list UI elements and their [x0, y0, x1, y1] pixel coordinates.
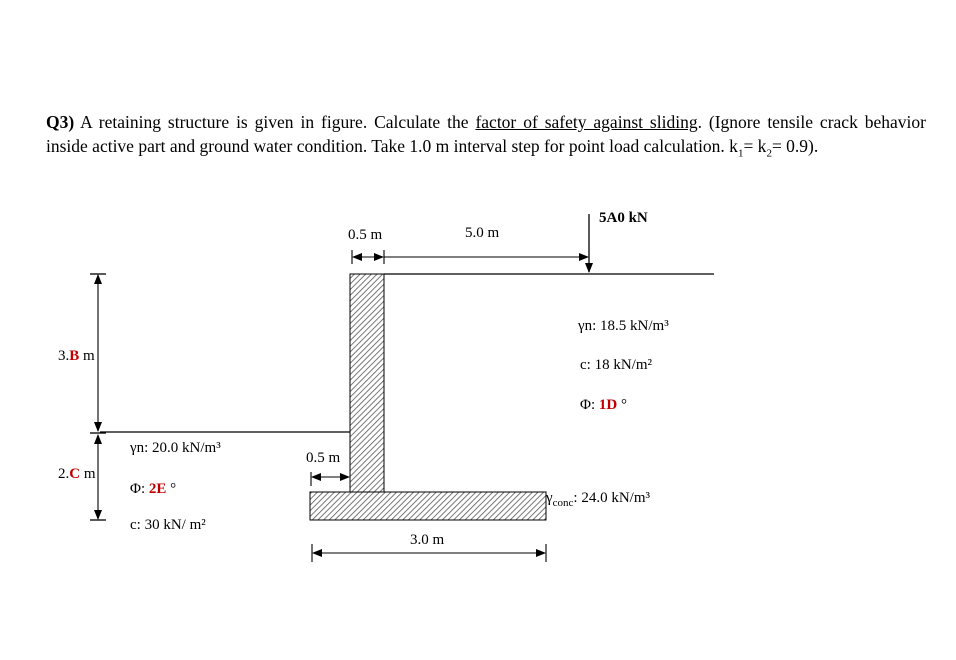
passive-soil-cohesion: c: 30 kN/ m²: [130, 517, 206, 533]
active-height-label: [58, 348, 96, 365]
phi-label: Φ:: [130, 481, 149, 497]
active-gamma-value: : 18.5 kN/m³: [592, 318, 669, 334]
top-thickness-label: 0.5 m: [348, 227, 383, 243]
concrete-subscript: conc: [552, 497, 574, 509]
active-height-variable: B: [69, 348, 80, 364]
passive-soil-unit-weight: [130, 440, 221, 457]
passive-phi-variable: 2E: [148, 481, 167, 497]
active-phi-variable: 1D: [598, 397, 618, 413]
phi-label: Φ:: [580, 397, 599, 413]
gamma-symbol: γn: [578, 318, 593, 334]
k-equals: = k: [743, 136, 767, 156]
concrete-unit-weight: [546, 490, 650, 509]
active-soil-cohesion: c: 18 kN/m²: [580, 357, 652, 373]
concrete-gamma-value: : 24.0 kN/m³: [573, 490, 650, 506]
passive-height-number: 2.: [58, 466, 70, 482]
question-label: Q3): [46, 112, 75, 132]
question-underlined-phrase: factor of safety against sliding: [475, 112, 698, 132]
question-text-before: A retaining structure is given in figure. Calculate the: [80, 112, 469, 132]
surcharge-distance-label: 5.0 m: [465, 225, 500, 241]
point-load-label: 5A0 kN: [599, 210, 648, 226]
passive-height-variable: C: [69, 466, 81, 482]
wall-stem: [350, 274, 384, 492]
base-width-label: 3.0 m: [410, 532, 445, 548]
active-height-number: 3.: [58, 348, 70, 364]
passive-height-unit: m: [80, 466, 96, 482]
toe-width-label: 0.5 m: [306, 450, 341, 466]
k2-subscript: 2: [766, 147, 772, 160]
active-phi-unit: °: [617, 397, 627, 413]
passive-height-label: [58, 466, 97, 483]
active-soil-unit-weight: [578, 318, 669, 335]
k-value: = 0.9).: [771, 136, 819, 156]
passive-gamma-value: : 20.0 kN/m³: [144, 440, 221, 456]
gamma-symbol: γ: [546, 490, 553, 506]
question-text-after: . (Ignore tensile crack behavior inside active part and ground water condition. Take 1.0 m interval step for point load calculation. k: [46, 112, 926, 156]
active-height-unit: m: [79, 348, 95, 364]
passive-soil-friction-angle: [130, 481, 176, 498]
active-soil-friction-angle: [580, 397, 627, 414]
passive-phi-unit: °: [166, 481, 177, 497]
wall-base: [310, 492, 546, 520]
gamma-symbol: γn: [130, 440, 145, 456]
k1-subscript: 1: [737, 147, 744, 160]
